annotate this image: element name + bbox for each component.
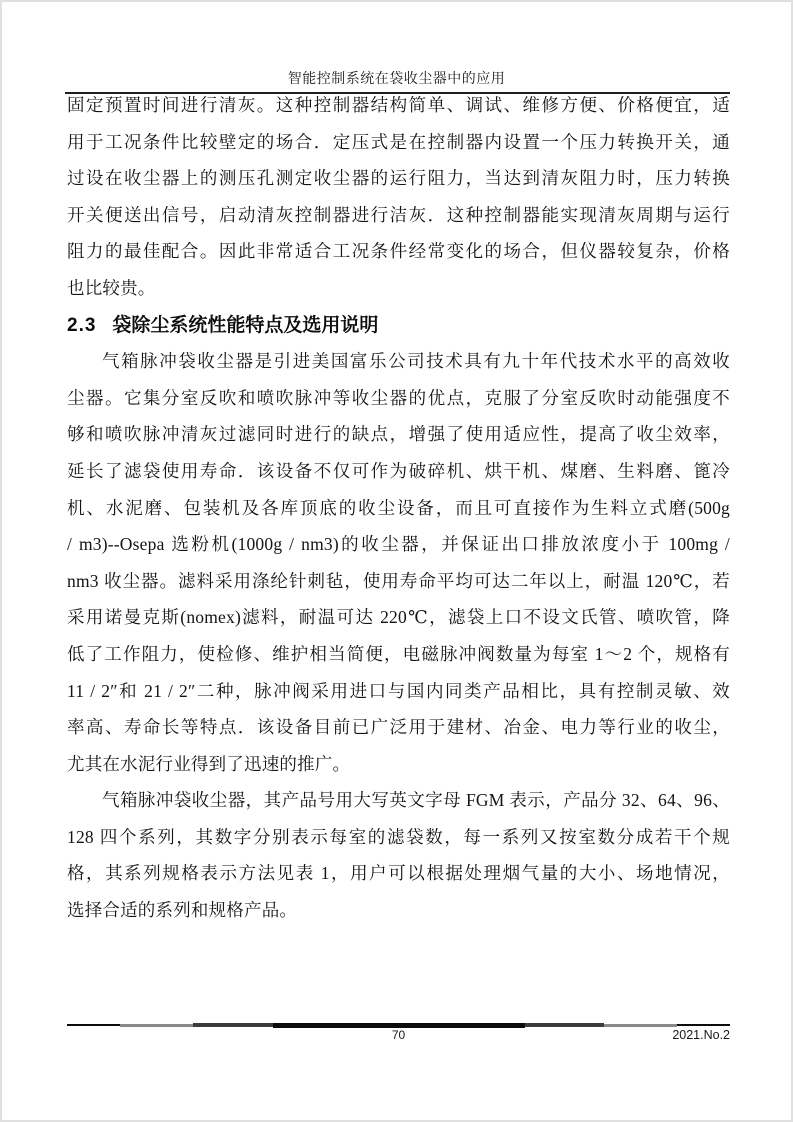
- para2-line: 11 / 2″和 21 / 2″二种，脉冲阀采用进口与国内同类产品相比，具有控制灵敏、效: [67, 680, 730, 701]
- para2-line: 低了工作阻力，使检修、维护相当简便，电磁脉冲阀数量为每室 1～2 个，规格有: [67, 643, 730, 664]
- section-title: 袋除尘系统性能特点及选用说明: [112, 314, 379, 336]
- para1-line: 阻力的最佳配合。因此非常适合工况条件经常变化的场合，但仪器较复杂，价格: [67, 241, 730, 262]
- issue-label: 2021.No.2: [672, 1028, 730, 1042]
- para2-line: 延长了滤袋使用寿命．该设备不仅可作为破碎机、烘干机、煤磨、生料磨、篦冷: [67, 460, 730, 481]
- para2-line: 尘器。它集分室反吹和喷吹脉冲等收尘器的优点，克服了分室反吹时动能强度不: [67, 387, 730, 408]
- para2-line: 气箱脉冲袋收尘器是引进美国富乐公司技术具有九十年代技术水平的高效收: [102, 351, 730, 372]
- para2-line: 够和喷吹脉冲清灰过滤同时进行的缺点，增强了使用适应性，提高了收尘效率，: [67, 424, 730, 445]
- para1-line: 固定预置时间进行清灰。这种控制器结构简单、调试、维修方便、价格便宜，适: [67, 95, 730, 115]
- body-content: [67, 87, 730, 929]
- para2-line: 采用诺曼克斯(nomex)滤料，耐温可达 220℃，滤袋上口不设文氏管、喷吹管，降: [67, 607, 730, 628]
- para1-line: 也比较贵。: [67, 277, 156, 298]
- running-head-title: 智能控制系统在袋收尘器中的应用: [287, 72, 506, 87]
- section-number: 2.3: [67, 314, 97, 336]
- para1-line: 开关便送出信号，启动清灰控制器进行洁灰．这种控制器能实现清灰周期与运行: [67, 204, 730, 225]
- para3-line: 选择合适的系列和规格产品。: [67, 900, 298, 921]
- para2-line: 尤其在水泥行业得到了迅速的推广。: [67, 753, 351, 774]
- para3-line: 气箱脉冲袋收尘器，其产品号用大写英文字母 FGM 表示，产品分 32、64、96、: [102, 790, 730, 811]
- para3-line: 格，其系列规格表示方法见表 1，用户可以根据处理烟气量的大小、场地情况，: [67, 863, 730, 884]
- para2-line: / m3)--Osepa 选粉机(1000g / nm3)的收尘器，并保证出口排放浓度小于 100mg /: [67, 534, 730, 555]
- section-heading: [67, 307, 730, 344]
- para1-line: 过设在收尘器上的测压孔测定收尘器的运行阻力，当达到清灰阻力时，压力转换: [67, 168, 730, 189]
- para2-line: nm3 收尘器。滤料采用涤纶针刺毡，使用寿命平均可达二年以上，耐温 120℃，若: [67, 570, 730, 591]
- page-number: 70: [391, 1028, 406, 1042]
- para3-line: 128 四个系列，其数字分别表示每室的滤袋数，每一系列又按室数分成若干个规: [67, 826, 730, 847]
- para1-line: 用于工况条件比较壁定的场合．定压式是在控制器内设置一个压力转换开关，通: [67, 131, 730, 152]
- para2-line: 率高、寿命长等特点．该设备目前已广泛用于建材、冶金、电力等行业的收尘，: [67, 717, 730, 738]
- para2-line: 机、水泥磨、包装机及各库顶底的收尘设备，而且可直接作为生料立式磨(500g: [67, 497, 730, 518]
